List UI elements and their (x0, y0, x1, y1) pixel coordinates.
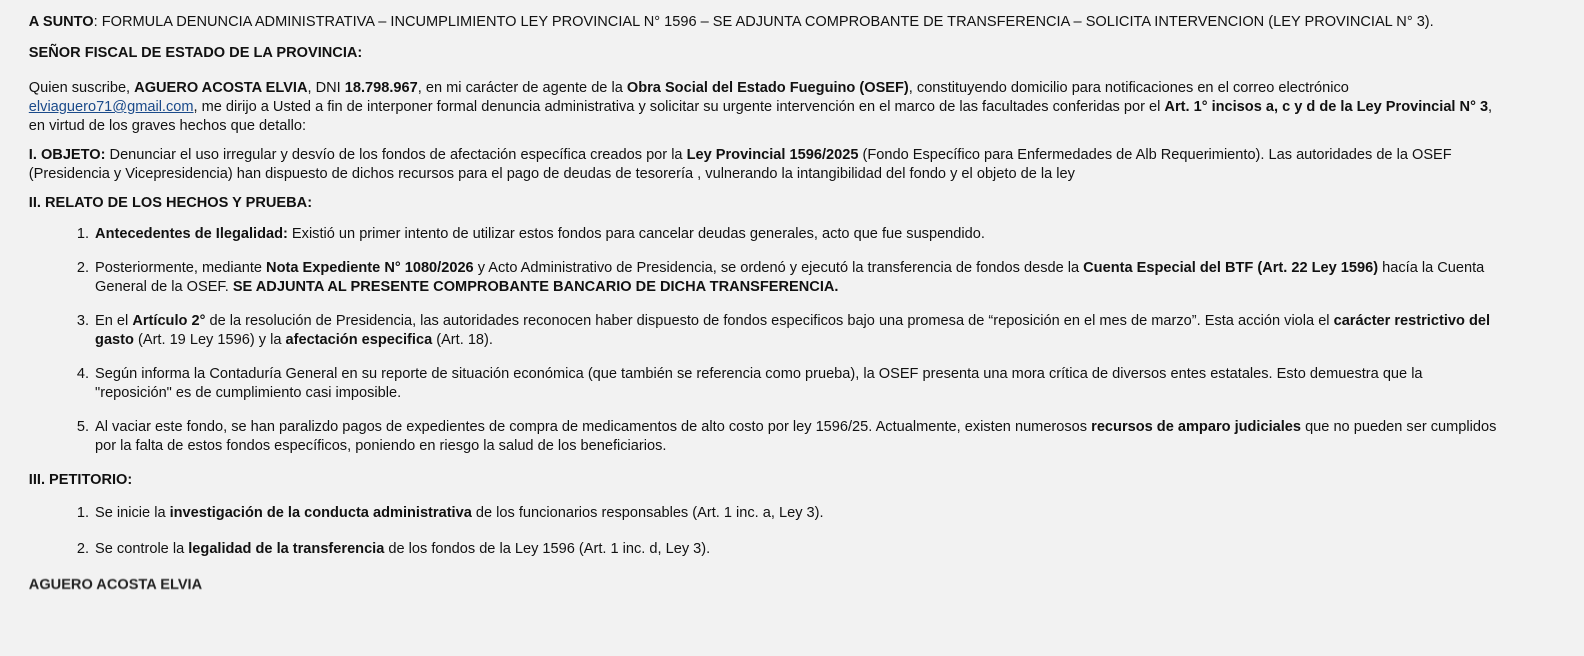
fact-bold: afectación especifica (285, 331, 433, 348)
petition-text: de los fondos de la Ley 1596 (Art. 1 inc. d, Ley 3). (384, 540, 711, 557)
petition-bold: investigación de la conducta administrativa (169, 504, 472, 521)
petition-list (29, 503, 1498, 558)
organization-name: Obra Social del Estado Fueguino (OSEF) (626, 79, 909, 96)
fact-bold: Artículo 2° (132, 312, 206, 329)
fact-text: Según informa la Contaduría General en su reporte de situación económica (que también se referencia como prueba), la OSEF presenta una mora crítica de diversos entes estatales. Esto demuestra que la "reposición" es de cumplimiento casi imposible. (95, 365, 1423, 401)
salutation: SEÑOR FISCAL DE ESTADO DE LA PROVINCIA: (28, 44, 363, 61)
list-item (93, 311, 1497, 349)
fact-text: (Art. 19 Ley 1596) y la (133, 331, 286, 348)
petition-text: de los funcionarios responsables (Art. 1 inc. a, Ley 3). (471, 504, 824, 521)
fact-bold: Nota Expediente N° 1080/2026 (266, 259, 474, 276)
relato-heading: II. RELATO DE LOS HECHOS Y PRUEBA: (28, 194, 313, 211)
fact-text: En el (95, 312, 133, 329)
fact-text: que no pueden ser cumplidos por la falta de estos fondos específicos, poniendo en riesgo la salud de los beneficiarios. (95, 418, 1497, 454)
fact-bold: Antecedentes de Ilegalidad: (95, 225, 288, 242)
petitorio-heading: III. PETITORIO: (28, 471, 133, 488)
list-item (93, 364, 1497, 402)
legal-article: Art. 1° incisos a, c y d de la Ley Provincial N° 3 (1164, 98, 1489, 115)
objeto-paragraph (29, 145, 1498, 183)
intro-text: , constituyendo domicilio para notificaciones en el correo electrónico (908, 79, 1349, 96)
list-item (93, 503, 1497, 522)
fact-text: Existió un primer intento de utilizar estos fondos para cancelar deudas generales, acto que fue suspendido. (287, 225, 985, 242)
list-item (93, 258, 1497, 296)
petition-bold: legalidad de la transferencia (188, 540, 385, 557)
fact-bold: Cuenta Especial del BTF (Art. 22 Ley 1596) (1083, 259, 1379, 276)
asunto-line (29, 12, 1498, 31)
fact-bold: recursos de amparo judiciales (1091, 418, 1302, 435)
fact-text: Posteriormente, mediante (95, 259, 267, 276)
fact-text: de la resolución de Presidencia, las autoridades reconocen haber dispuesto de fondos especificos bajo una promesa de “reposición en el mes de marzo”. Esta acción viola el (205, 312, 1334, 329)
intro-text: , en mi carácter de agente de la (417, 79, 627, 96)
law-reference: Ley Provincial 1596/2025 (686, 146, 859, 163)
intro-text: , DNI (307, 79, 345, 96)
complainant-name: AGUERO ACOSTA ELVIA (134, 79, 308, 96)
list-item (93, 417, 1497, 455)
objeto-heading: I. OBJETO: (28, 146, 106, 163)
petition-text: Se controle la (95, 540, 189, 557)
objeto-text: (Fondo Específico para Enfermedades de Alb Requerimiento). Las autoridades de la OSEF (Presidencia y Vicepresidencia) han dispuesto de dichos recursos para el pago de deudas de tesorería , vulnerando la intangibilidad del fondo y el objeto de la ley (28, 146, 1452, 182)
list-item (93, 539, 1497, 558)
petition-text: Se inicie la (95, 504, 170, 521)
dni-number: 18.798.967 (344, 79, 418, 96)
fact-bold: carácter restrictivo del gasto (95, 312, 1491, 348)
objeto-text: Denunciar el uso irregular y desvío de los fondos de afectación específica creados por la (105, 146, 687, 163)
fact-text: (Art. 18). (432, 331, 493, 348)
intro-paragraph (29, 78, 1498, 135)
asunto-text: : FORMULA DENUNCIA ADMINISTRATIVA – INCUMPLIMIENTO LEY PROVINCIAL N° 1596 – SE ADJUNTA COMPROBANTE DE TRANSFERENCIA – SOLICITA INTERVENCION (LEY PROVINCIAL N° 3). (93, 13, 1434, 30)
fact-text: Al vaciar este fondo, se han paralizdo pagos de expedientes de compra de medicamentos de alto costo por ley 1596/25. Actualmente, existen numerosos (95, 418, 1092, 435)
fact-text: y Acto Administrativo de Presidencia, se ordenó y ejecutó la transferencia de fondos desde la (473, 259, 1084, 276)
intro-text: , en virtud de los graves hechos que detallo: (28, 98, 1493, 134)
signature-name: AGUERO ACOSTA ELVIA (28, 576, 203, 593)
intro-text: , me dirijo a Usted a fin de interponer formal denuncia administrativa y solicitar su urgente intervención en el marco de las facultades conferidas por el (193, 98, 1165, 115)
asunto-label: A SUNTO (28, 13, 94, 30)
fact-text: hacía la Cuenta General de la OSEF. (95, 259, 1485, 295)
fact-bold: SE ADJUNTA AL PRESENTE COMPROBANTE BANCARIO DE DICHA TRANSFERENCIA. (232, 278, 839, 295)
list-item (93, 224, 1497, 243)
email-link[interactable]: elviaguero71@gmail.com (28, 98, 194, 115)
intro-text: Quien suscribe, (28, 79, 135, 96)
facts-list (29, 224, 1498, 455)
